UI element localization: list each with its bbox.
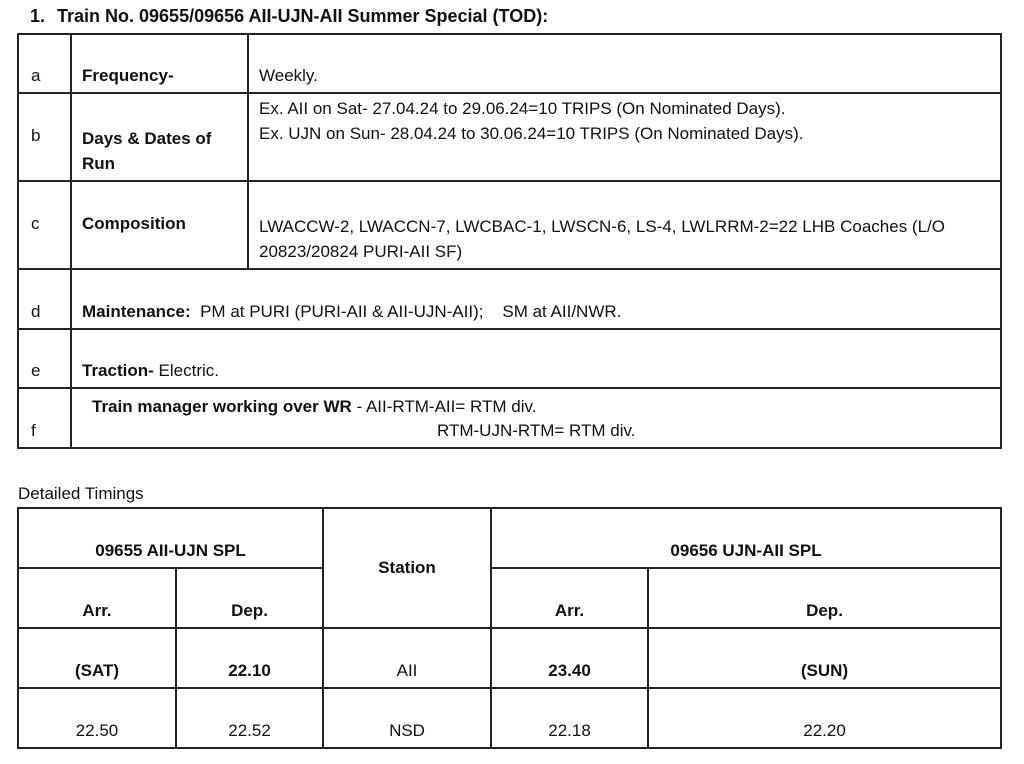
value-line: Ex. UJN on Sun- 28.04.24 to 30.06.24=10 TRIPS (On Nominated Days). — [259, 124, 804, 143]
right-arr: 22.18 — [491, 688, 648, 748]
row-label: Traction- — [82, 361, 154, 380]
table-header-row — [18, 508, 1001, 568]
table-row — [18, 93, 1001, 181]
left-train-header: 09655 AII-UJN SPL — [18, 508, 323, 568]
arr-header: Arr. — [18, 568, 176, 628]
section-title — [30, 6, 548, 27]
row-letter: e — [18, 329, 71, 388]
section-title-text: Train No. 09655/09656 AII-UJN-AII Summer Special (TOD): — [57, 6, 549, 26]
right-train-header: 09656 UJN-AII SPL — [491, 508, 1001, 568]
table-row — [18, 329, 1001, 388]
station: AII — [323, 628, 491, 688]
right-arr: 23.40 — [491, 628, 648, 688]
value-line: Ex. AII on Sat- 27.04.24 to 29.06.24=10 TRIPS (On Nominated Days). — [259, 99, 786, 118]
table-row — [18, 269, 1001, 329]
row-content — [71, 388, 1001, 448]
station-header: Station — [323, 508, 491, 628]
right-dep: (SUN) — [648, 628, 1001, 688]
row-label: Frequency- — [71, 34, 248, 93]
left-arr: 22.50 — [18, 688, 176, 748]
table-row — [18, 388, 1001, 448]
left-arr: (SAT) — [18, 628, 176, 688]
left-dep: 22.52 — [176, 688, 323, 748]
row-value: LWACCW-2, LWACCN-7, LWCBAC-1, LWSCN-6, LS-4, LWLRRM-2=22 LHB Coaches (L/O 20823/20824 PURI-AII SF) — [248, 181, 1001, 269]
row-label: Train manager working over WR — [92, 397, 352, 416]
row-letter: d — [18, 269, 71, 329]
timings-table — [17, 507, 1002, 749]
row-content — [71, 269, 1001, 329]
left-dep: 22.10 — [176, 628, 323, 688]
table-row — [18, 34, 1001, 93]
row-letter: c — [18, 181, 71, 269]
row-label: Composition — [71, 181, 248, 269]
row-value — [248, 93, 1001, 181]
row-letter: b — [18, 93, 71, 181]
station: NSD — [323, 688, 491, 748]
value-line: RTM-UJN-RTM= RTM div. — [437, 421, 636, 440]
arr-header: Arr. — [491, 568, 648, 628]
table-row — [18, 688, 1001, 748]
timings-heading: Detailed Timings — [18, 484, 144, 503]
row-label: Days & Dates of Run — [71, 93, 248, 181]
train-details-table — [17, 33, 1002, 449]
row-content — [71, 329, 1001, 388]
row-letter: f — [18, 388, 71, 448]
dep-header: Dep. — [176, 568, 323, 628]
value-line: - AII-RTM-AII= RTM div. — [356, 397, 537, 416]
table-row — [18, 181, 1001, 269]
row-letter: a — [18, 34, 71, 93]
row-value: Weekly. — [248, 34, 1001, 93]
row-value: PM at PURI (PURI-AII & AII-UJN-AII); SM at AII/NWR. — [200, 302, 622, 321]
table-row — [18, 628, 1001, 688]
dep-header: Dep. — [648, 568, 1001, 628]
table-header-row — [18, 568, 1001, 628]
section-number: 1. — [30, 6, 46, 26]
row-label: Maintenance: — [82, 302, 191, 321]
right-dep: 22.20 — [648, 688, 1001, 748]
row-value: Electric. — [158, 361, 219, 380]
